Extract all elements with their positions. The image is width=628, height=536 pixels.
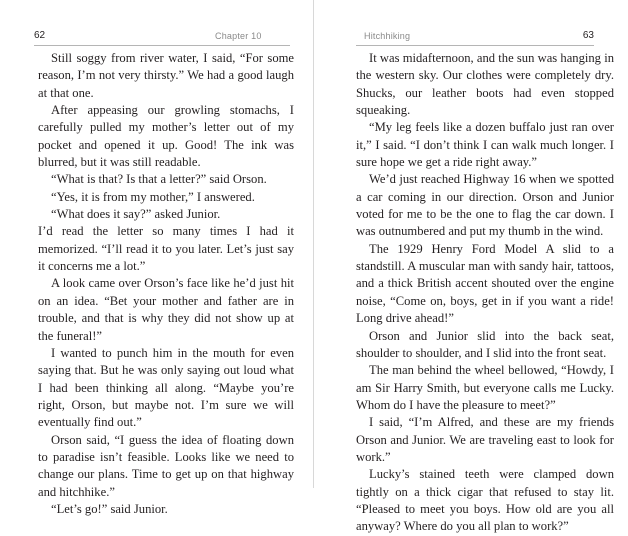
paragraph: Still soggy from river water, I said, “For some reason, I’m not very thirsty.” We had a good laugh at that one.: [38, 51, 294, 100]
paragraph: “What is that? Is that a letter?” said Orson.: [51, 172, 267, 187]
paragraph: We’d just reached Highway 16 when we spotted a car coming in our direction. Orson and Junior voted for me to be the one to flag the car down. I was outnumbered and put my thumb in the wind.: [356, 172, 614, 239]
paragraph: After appeasing our growling stomachs, I carefully pulled my mother’s letter out of my pocket and opened it up. Good! The ink was blurred, but it was still readable.: [38, 103, 294, 170]
paragraph: The 1929 Henry Ford Model A slid to a standstill. A muscular man with sandy hair, tattoos, and a thick British accent shouted over the engine noise, “Come on, boys, get in if you want a ride! Long drive ahead!”: [356, 241, 614, 326]
right-header-rule: [356, 45, 594, 46]
paragraph: Lucky’s stained teeth were clamped down tightly on a thick cigar that refused to stay lit. “Pleased to meet you boys. How old are you all anyway? Where do you all plan to work?”: [356, 467, 614, 534]
right-page: [314, 0, 628, 534]
right-running-head: Hitchhiking: [364, 31, 411, 41]
paragraph: I’d read the letter so many times I had it memorized. “I’ll read it to you later. Let’s just say it concerns me a lot.”: [38, 224, 294, 274]
left-header-rule: [34, 45, 290, 46]
paragraph: The man behind the wheel bellowed, “Howdy, I am Sir Harry Smith, but everyone calls me Lucky. Whom do I have the pleasure to meet?”: [356, 363, 614, 412]
paragraph: “My leg feels like a dozen buffalo just ran over it,” I said. “I don’t think I can walk much longer. I sure hope we get a ride right away.”: [356, 120, 614, 170]
paragraph: “Yes, it is from my mother,” I answered.: [51, 189, 255, 204]
left-page-number: 62: [34, 30, 46, 41]
right-page-body: [356, 50, 614, 536]
paragraph: “What does it say?” asked Junior.: [51, 207, 221, 222]
paragraph: I wanted to punch him in the mouth for even saying that. But he was only saying out loud what I had been thinking all along. “Maybe you’re right, Orson, but maybe not. I’m sure we will eventually find out.”: [38, 345, 294, 430]
paragraph: “Let’s go!” said Junior.: [51, 501, 168, 516]
paragraph: Orson and Junior slid into the back seat, shoulder to shoulder, and I slid into the front seat.: [356, 328, 614, 360]
left-page-body: [38, 50, 294, 518]
paragraph: Orson said, “I guess the idea of floating down to paradise isn’t feasible. Looks like we need to change our plans. Time to get up on that highway and hitchhike.”: [38, 432, 294, 499]
left-page: [0, 0, 314, 516]
left-running-head: Chapter 10: [215, 31, 262, 41]
right-page-number: 63: [582, 30, 594, 41]
paragraph: I said, “I’m Alfred, and these are my friends Orson and Junior. We are traveling east to look for work.”: [356, 415, 614, 464]
paragraph: It was midafternoon, and the sun was hanging in the western sky. Our clothes were completely dry. Shucks, our leather boots had even stopped squeaking.: [356, 51, 614, 118]
paragraph: A look came over Orson’s face like he’d just hit on an idea. “Bet your mother and father are in trouble, and that is why they did not show up at the funeral!”: [38, 276, 294, 343]
left-page-header: [34, 30, 290, 42]
right-page-header: [356, 30, 594, 42]
